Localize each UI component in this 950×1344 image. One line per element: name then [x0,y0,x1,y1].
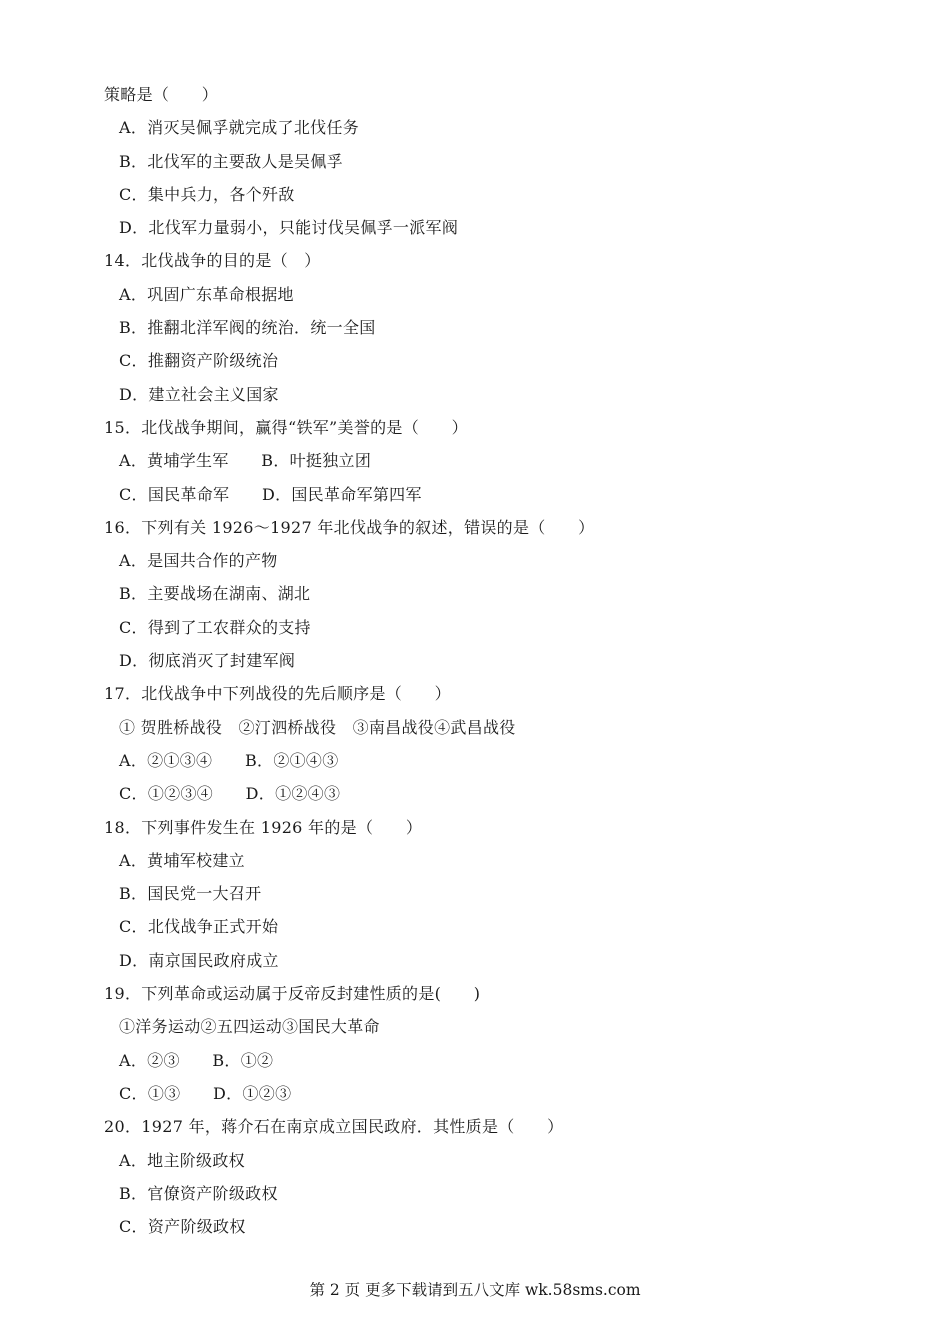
answer-option-line: C．得到了工农群众的支持 [119,617,311,637]
answer-option-line: A．②③ B．①② [119,1050,274,1070]
answer-option-line: A．是国共合作的产物 [119,551,278,571]
answer-option-line: C．北伐战争正式开始 [119,917,279,937]
answer-option-line: D．建立社会主义国家 [119,384,279,404]
answer-option-line: B．国民党一大召开 [119,884,262,904]
answer-option-line: D．南京国民政府成立 [119,950,279,970]
question-line: 15．北伐战争期间，赢得“铁军”美誉的是（ ） [104,417,468,437]
question-line: 策略是（ ） [104,85,219,104]
answer-option-line: A．黄埔学生军 B．叶挺独立团 [119,451,372,471]
answer-option-line: ①洋务运动②五四运动③国民大革命 [119,1017,380,1037]
answer-option-line: A．地主阶级政权 [119,1150,245,1170]
question-line: 18．下列事件发生在 1926 年的是（ ） [104,817,423,837]
question-line: 14．北伐战争的目的是（ ） [104,251,321,271]
answer-option-line: C．推翻资产阶级统治 [119,351,279,371]
answer-option-line: C．①②③④ D．①②④③ [119,784,341,804]
answer-option-line: B．官僚资产阶级政权 [119,1183,278,1203]
answer-option-line: A．②①③④ B．②①④③ [119,750,339,770]
answer-option-line: B．主要战场在湖南、湖北 [119,584,311,604]
answer-option-line: D．彻底消灭了封建军阀 [119,651,296,671]
page-footer: 第 2 页 更多下载请到五八文库 wk.58sms.com [309,1281,641,1299]
answer-option-line: C．资产阶级政权 [119,1217,246,1237]
answer-option-line: A．消灭吴佩孚就完成了北伐任务 [119,118,360,138]
question-list [104,78,864,1243]
answer-option-line: A．黄埔军校建立 [119,850,245,870]
answer-option-line: A．巩固广东革命根据地 [119,284,294,304]
answer-option-line: D．北伐军力量弱小，只能讨伐吴佩孚一派军阀 [119,218,459,238]
answer-option-line: C．集中兵力，各个歼敌 [119,184,295,204]
question-line: 17．北伐战争中下列战役的先后顺序是（ ） [104,684,451,704]
answer-option-line: B．推翻北洋军阀的统治．统一全国 [119,318,376,338]
question-line: 20．1927 年，蒋介石在南京成立国民政府．其性质是（ ） [104,1117,564,1137]
question-line: 16．下列有关 1926～1927 年北伐战争的叙述，错误的是（ ） [104,517,595,537]
answer-option-line: B．北伐军的主要敌人是吴佩孚 [119,151,343,171]
answer-option-line: ① 贺胜桥战役 ②汀泗桥战役 ③南昌战役④武昌战役 [119,717,516,737]
answer-option-line: C．国民革命军 D．国民革命军第四军 [119,484,422,504]
question-line: 19．下列革命或运动属于反帝反封建性质的是( ) [104,984,481,1004]
answer-option-line: C．①③ D．①②③ [119,1083,292,1103]
